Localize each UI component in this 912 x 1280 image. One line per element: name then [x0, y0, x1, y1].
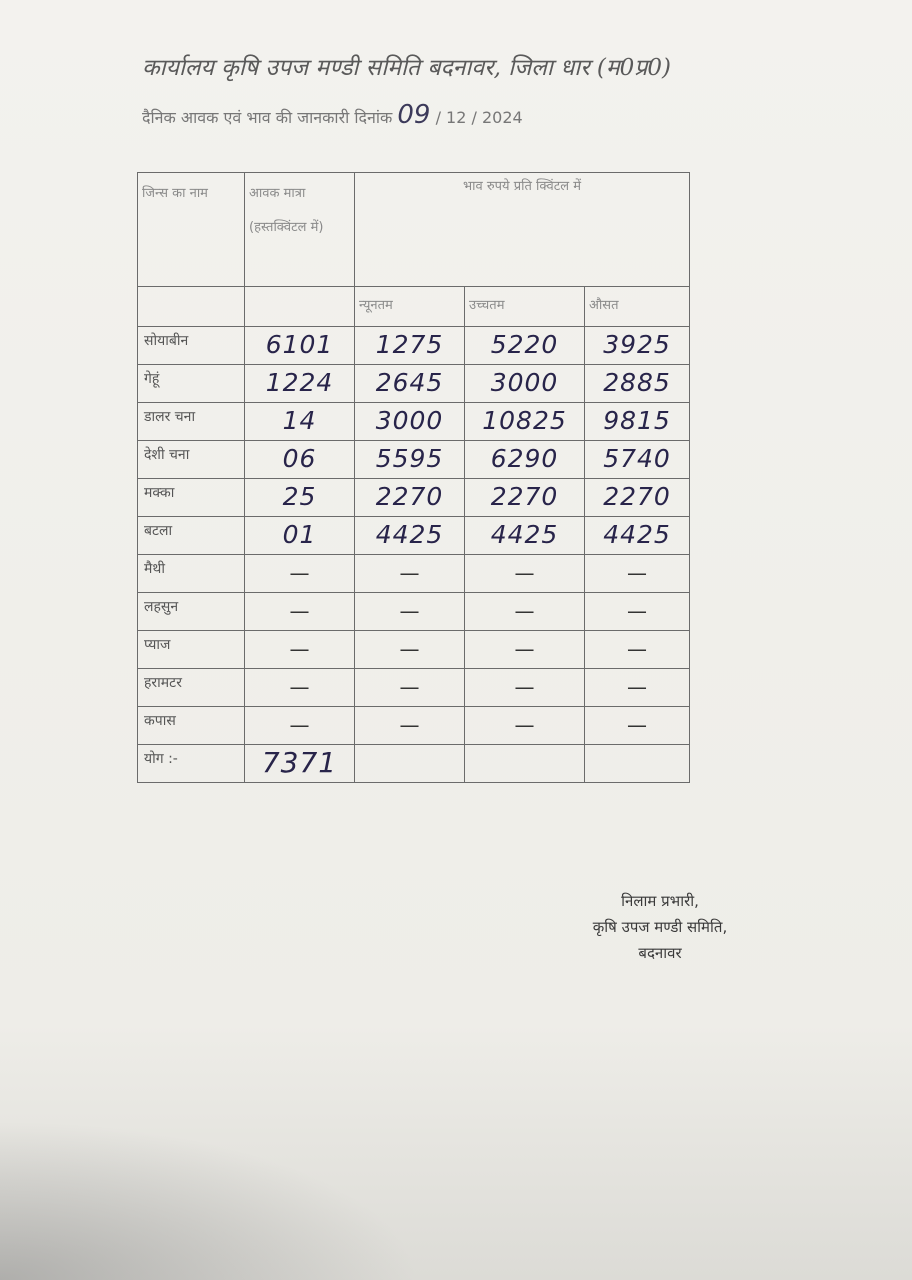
header-min: न्यूनतम: [355, 287, 465, 327]
cell-max: 10825: [465, 403, 585, 441]
arrival-price-table: [137, 172, 690, 783]
cell-arrival: 6101: [245, 327, 355, 365]
document-title: कार्यालय कृषि उपज मण्डी समिति बदनावर, जिला धार (म0प्र0): [142, 55, 671, 81]
cell-arrival: 25: [245, 479, 355, 517]
cell-name: बटला: [138, 517, 245, 555]
signature-block: [560, 888, 760, 966]
total-empty-2: [465, 745, 585, 783]
header-commodity: जिन्स का नाम: [138, 173, 245, 287]
cell-name: कपास: [138, 707, 245, 745]
table-row: [138, 441, 690, 479]
cell-min: —: [355, 707, 465, 745]
cell-name: गेहूं: [138, 365, 245, 403]
cell-arrival: —: [245, 669, 355, 707]
cell-max: —: [465, 631, 585, 669]
header-price-group: भाव रुपये प्रति क्विंटल में: [355, 173, 690, 287]
signature-line-1: निलाम प्रभारी,: [621, 892, 699, 910]
table-row: [138, 593, 690, 631]
cell-max: 4425: [465, 517, 585, 555]
cell-min: —: [355, 631, 465, 669]
subheader-empty-1: [138, 287, 245, 327]
cell-max: 5220: [465, 327, 585, 365]
cell-min: —: [355, 555, 465, 593]
cell-max: —: [465, 707, 585, 745]
cell-max: —: [465, 593, 585, 631]
cell-avg: —: [585, 555, 690, 593]
cell-name: देशी चना: [138, 441, 245, 479]
cell-name: हरामटर: [138, 669, 245, 707]
cell-avg: —: [585, 707, 690, 745]
cell-max: —: [465, 555, 585, 593]
table-row: [138, 517, 690, 555]
cell-max: —: [465, 669, 585, 707]
table-row: [138, 365, 690, 403]
date-month-year: / 12 / 2024: [435, 108, 523, 127]
cell-avg: 5740: [585, 441, 690, 479]
cell-min: 5595: [355, 441, 465, 479]
table-row: [138, 555, 690, 593]
cell-min: 2645: [355, 365, 465, 403]
cell-name: मैथी: [138, 555, 245, 593]
cell-min: 1275: [355, 327, 465, 365]
cell-min: 2270: [355, 479, 465, 517]
cell-min: —: [355, 593, 465, 631]
subtitle-prefix: दैनिक आवक एवं भाव की जानकारी दिनांक: [142, 108, 393, 127]
subheader-empty-2: [245, 287, 355, 327]
total-empty-1: [355, 745, 465, 783]
cell-name: प्याज: [138, 631, 245, 669]
cell-avg: 3925: [585, 327, 690, 365]
cell-avg: 2270: [585, 479, 690, 517]
cell-min: 4425: [355, 517, 465, 555]
total-value: 7371: [245, 745, 355, 783]
header-arrival: आवक मात्रा (हस्तक्विंटल में): [245, 173, 355, 287]
cell-max: 2270: [465, 479, 585, 517]
cell-arrival: 1224: [245, 365, 355, 403]
total-label: योग :-: [138, 745, 245, 783]
cell-avg: —: [585, 593, 690, 631]
date-day-handwritten: 09: [397, 100, 431, 130]
cell-avg: 2885: [585, 365, 690, 403]
signature-line-2: कृषि उपज मण्डी समिति,: [592, 918, 728, 936]
signature-line-3: बदनावर: [638, 944, 682, 962]
page-shadow: [0, 1120, 420, 1280]
table-row: [138, 403, 690, 441]
cell-arrival: —: [245, 631, 355, 669]
table-row: [138, 707, 690, 745]
cell-avg: 9815: [585, 403, 690, 441]
total-empty-3: [585, 745, 690, 783]
cell-max: 6290: [465, 441, 585, 479]
table-row: [138, 479, 690, 517]
header-max: उच्चतम: [465, 287, 585, 327]
cell-min: —: [355, 669, 465, 707]
table-row: [138, 327, 690, 365]
header-avg: औसत: [585, 287, 690, 327]
table-row: [138, 669, 690, 707]
cell-avg: 4425: [585, 517, 690, 555]
table-row: [138, 631, 690, 669]
cell-name: मक्का: [138, 479, 245, 517]
cell-arrival: —: [245, 555, 355, 593]
cell-arrival: —: [245, 707, 355, 745]
cell-min: 3000: [355, 403, 465, 441]
cell-arrival: 01: [245, 517, 355, 555]
cell-arrival: 14: [245, 403, 355, 441]
document-subtitle: [142, 100, 762, 130]
cell-max: 3000: [465, 365, 585, 403]
cell-avg: —: [585, 669, 690, 707]
cell-avg: —: [585, 631, 690, 669]
cell-name: सोयाबीन: [138, 327, 245, 365]
cell-arrival: —: [245, 593, 355, 631]
cell-name: लहसुन: [138, 593, 245, 631]
cell-name: डालर चना: [138, 403, 245, 441]
cell-arrival: 06: [245, 441, 355, 479]
